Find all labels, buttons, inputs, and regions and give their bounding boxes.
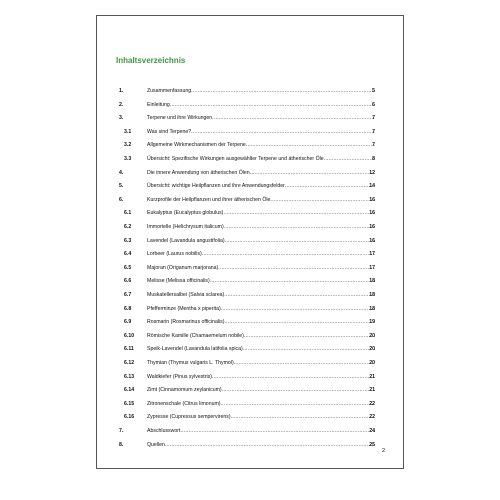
toc-entry-title: Zitronenschale (Citrus limonum): [147, 400, 221, 407]
toc-entry-page: 25: [369, 441, 375, 448]
toc-entry-number: 6.6: [124, 278, 132, 285]
toc-entry-number: 6.15: [124, 400, 135, 407]
toc-entry[interactable]: [97, 291, 403, 300]
toc-leader-dots: [218, 264, 375, 273]
toc-leader-dots: [191, 87, 375, 96]
toc-entry[interactable]: [97, 359, 403, 368]
toc-entry[interactable]: [97, 318, 403, 327]
toc-entry-number: 4.: [119, 169, 124, 176]
toc-entry-number: 3.2: [124, 142, 132, 149]
toc-entry-number: 6.13: [124, 373, 135, 380]
toc-entry-page: 12: [369, 169, 375, 176]
toc-entry-page: 24: [369, 428, 375, 434]
toc-leader-dots: [250, 169, 375, 178]
toc-entry[interactable]: [97, 441, 403, 450]
toc-entry-number: 7.: [119, 428, 124, 434]
toc-leader-dots: [224, 291, 375, 300]
toc-entry-page: 16: [369, 224, 375, 230]
toc-entry-page: 6: [372, 101, 375, 108]
toc-entry-title: Quellen: [147, 441, 165, 448]
toc-entry-title: Lavendel (Lavandula angustifolia): [147, 237, 225, 244]
toc-entry-number: 6.: [119, 196, 124, 203]
toc-entry-number: 6.10: [124, 332, 135, 339]
toc-entry-number: 6.2: [124, 224, 132, 230]
toc-entry-page: 18: [369, 278, 375, 285]
toc-entry-title: Zusammenfassung: [147, 88, 192, 94]
toc-entry-title: Übersicht: wichtige Heilpflanzen und ihre Anwendungsfelder: [147, 183, 285, 190]
toc-leader-dots: [231, 413, 375, 422]
toc-leader-dots: [224, 223, 375, 232]
toc-entry-page: 22: [369, 400, 375, 407]
toc-entry-page: 19: [369, 319, 375, 326]
toc-entry-title: Was sind Terpene?: [147, 128, 192, 135]
toc-entry[interactable]: [97, 413, 403, 422]
toc-entry[interactable]: [97, 114, 403, 123]
toc-entry-title: Lorbeer (Laurus nobilis): [147, 251, 202, 258]
toc-leader-dots: [224, 318, 375, 327]
toc-entry-number: 6.3: [124, 237, 132, 244]
toc-leader-dots: [222, 386, 375, 395]
toc-entry-page: 14: [369, 183, 375, 190]
toc-leader-dots: [221, 400, 375, 409]
toc-entry-title: Zypresse (Cupressus sempervirens): [147, 414, 231, 421]
toc-entry[interactable]: [97, 250, 403, 259]
toc-entry[interactable]: [97, 209, 403, 218]
toc-entry[interactable]: [97, 223, 403, 232]
toc-entry-number: 1.: [119, 88, 124, 94]
toc-entry-number: 6.12: [124, 360, 135, 366]
toc-leader-dots: [212, 114, 375, 123]
toc-entry-number: 6.16: [124, 414, 135, 421]
toc-entry-title: Waldkiefer (Pinus sylvestris): [147, 373, 212, 380]
toc-leader-dots: [243, 345, 375, 354]
toc-entry[interactable]: [97, 386, 403, 395]
toc-leader-dots: [180, 427, 375, 436]
toc-entry[interactable]: [97, 373, 403, 382]
toc-entry-page: 16: [369, 210, 375, 217]
toc-entry-page: 17: [369, 264, 375, 271]
toc-entry[interactable]: [97, 237, 403, 246]
toc-entry-number: 3.1: [124, 128, 132, 135]
toc-entry[interactable]: [97, 101, 403, 110]
toc-entry-page: 18: [369, 305, 375, 312]
toc-title: Inhaltsverzeichnis: [116, 56, 186, 65]
toc-entry[interactable]: [97, 182, 403, 191]
toc-entry-page: 8: [372, 156, 375, 162]
toc-entry-number: 6.8: [124, 305, 132, 312]
toc-entry-title: Eukalyptus (Eucalyptus globulus): [147, 210, 224, 217]
toc-leader-dots: [270, 196, 375, 205]
toc-entry[interactable]: [97, 169, 403, 178]
toc-entry-title: Die innere Anwendung von ätherischen Ölen: [147, 169, 250, 176]
toc-entry-page: 22: [369, 414, 375, 421]
toc-entry-title: Römische Kamille (Chamaemelum nobile): [147, 332, 244, 339]
toc-leader-dots: [212, 373, 375, 382]
toc-entry-number: 6.9: [124, 319, 132, 326]
toc-entry[interactable]: [97, 196, 403, 205]
toc-entry-number: 6.11: [124, 346, 134, 353]
toc-entry-number: 6.1: [124, 210, 132, 217]
toc-entry-title: Speik-Lavendel (Lavandula latifolia spica): [147, 346, 243, 353]
toc-entry[interactable]: [97, 332, 403, 341]
toc-entry-page: 21: [369, 387, 375, 394]
toc-entry-title: Kurzprofile der Heilpflanzen und ihrer ätherischen Öle: [147, 196, 271, 203]
toc-entry-title: Terpene und ihre Wirkungen: [147, 115, 213, 122]
toc-entry[interactable]: [97, 155, 403, 164]
toc-entry-number: 8.: [119, 441, 124, 448]
toc-entry-title: Immortelle (Helichrysum italicum): [147, 224, 224, 230]
toc-entry-page: 5: [372, 88, 375, 94]
document-page: [96, 15, 404, 469]
toc-entry[interactable]: [97, 264, 403, 273]
toc-leader-dots: [210, 277, 375, 286]
toc-entry-page: 16: [369, 237, 375, 244]
toc-entry-title: Majoran (Origanum marjorana): [147, 264, 219, 271]
toc-entry[interactable]: [97, 141, 403, 150]
toc-leader-dots: [202, 250, 375, 259]
toc-entry-page: 7: [372, 128, 375, 135]
toc-entry-title: Pfefferminze (Mentha x piperita): [147, 305, 221, 312]
toc-entry-page: 7: [372, 142, 375, 149]
toc-entry[interactable]: [97, 87, 403, 96]
toc-entry[interactable]: [97, 427, 403, 436]
toc-entry-title: Muskatellersalbei (Salvia sclarea): [147, 292, 225, 298]
toc-entry-page: 18: [369, 292, 375, 298]
toc-entry-page: 16: [369, 196, 375, 203]
toc-leader-dots: [223, 209, 375, 218]
page-number: 2: [381, 448, 385, 454]
toc-entry-number: 2.: [119, 101, 124, 108]
toc-entry-number: 6.14: [124, 387, 135, 394]
toc-entry-number: 6.7: [124, 292, 132, 298]
toc-entry-title: Melisse (Melissa officinalis): [147, 278, 210, 285]
toc-entry-title: Allgemeine Wirkmechanismen der Terpene: [147, 142, 246, 149]
toc-leader-dots: [165, 441, 375, 450]
toc-entry-number: 5.: [119, 183, 124, 190]
toc-entry[interactable]: [97, 128, 403, 137]
toc-entry-page: 21: [369, 373, 375, 380]
toc-entry-page: 20: [369, 360, 375, 366]
toc-entry-title: Zimt (Cinnamomum zeylanicum): [147, 387, 222, 394]
toc-entry[interactable]: [97, 400, 403, 409]
toc-entry-title: Einleitung: [147, 101, 170, 108]
toc-entry[interactable]: [97, 277, 403, 286]
toc-entry-page: 20: [369, 346, 375, 353]
toc-entry-title: Abschlusswort: [147, 428, 181, 434]
toc-leader-dots: [246, 141, 375, 150]
toc-entry-page: 17: [369, 251, 375, 258]
toc-entry-title: Rosmarin (Rosmarinus officinalis): [147, 319, 225, 326]
toc-entry-title: Thymian (Thymus vulgaris L. Thymol): [147, 360, 234, 366]
toc-leader-dots: [170, 101, 375, 110]
toc-leader-dots: [225, 237, 375, 246]
toc-entry-title: Übersicht: Spezifische Wirkungen ausgewählter Terpene und ätherischer Öle: [147, 156, 324, 162]
toc-entry-number: 3.3: [124, 156, 132, 162]
toc-leader-dots: [191, 128, 375, 137]
toc-entry-page: 20: [369, 332, 375, 339]
toc-entry-number: 6.5: [124, 264, 132, 271]
toc-leader-dots: [244, 332, 375, 341]
toc-entry[interactable]: [97, 345, 403, 354]
toc-entry-page: 7: [372, 115, 375, 122]
toc-leader-dots: [221, 305, 375, 314]
toc-entry[interactable]: [97, 305, 403, 314]
toc-entry-number: 6.4: [124, 251, 132, 258]
toc-leader-dots: [234, 359, 375, 368]
toc-entry-number: 3.: [119, 115, 124, 122]
